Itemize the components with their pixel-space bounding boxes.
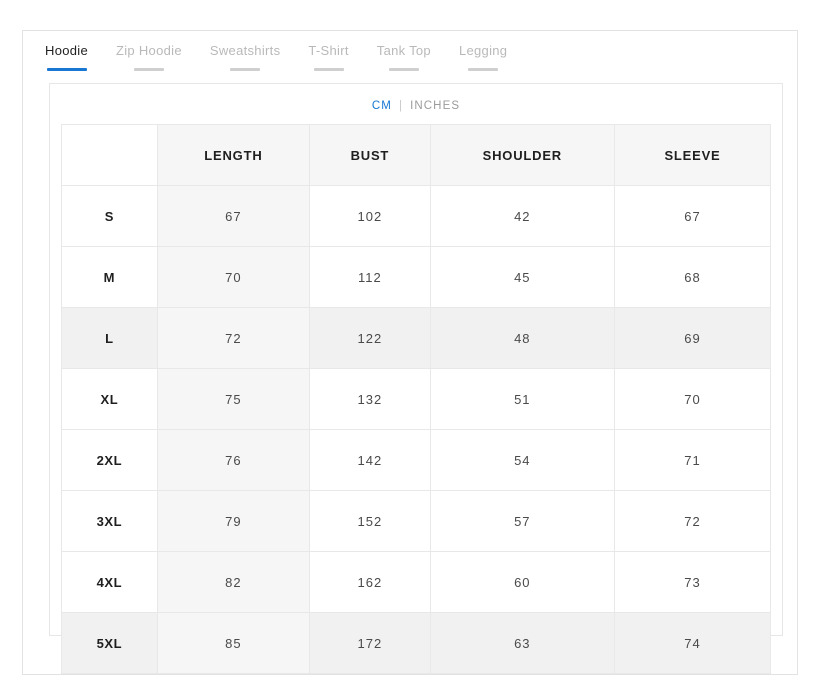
size-table bbox=[61, 124, 771, 674]
size-table-wrapper bbox=[50, 124, 782, 674]
table-row bbox=[62, 491, 771, 552]
table-header-row bbox=[62, 125, 771, 186]
row-size-label: 5XL bbox=[62, 613, 158, 674]
column-header-bust: BUST bbox=[310, 125, 431, 186]
cell-shoulder: 54 bbox=[430, 430, 614, 491]
table-row bbox=[62, 308, 771, 369]
unit-separator: | bbox=[398, 100, 404, 112]
cell-sleeve: 73 bbox=[614, 552, 770, 613]
tab-label: Sweatshirts bbox=[209, 43, 281, 58]
cell-length: 67 bbox=[157, 186, 309, 247]
tab-label: Legging bbox=[458, 43, 508, 58]
cell-shoulder: 45 bbox=[430, 247, 614, 308]
unit-cm-button[interactable]: CM bbox=[371, 100, 392, 112]
cell-sleeve: 74 bbox=[614, 613, 770, 674]
tab-zip-hoodie[interactable] bbox=[102, 31, 196, 71]
size-table-head bbox=[62, 125, 771, 186]
tab-label: T-Shirt bbox=[308, 43, 349, 58]
table-row bbox=[62, 247, 771, 308]
row-size-label: XL bbox=[62, 369, 158, 430]
cell-bust: 112 bbox=[310, 247, 431, 308]
tab-active-underline bbox=[47, 68, 87, 71]
cell-bust: 162 bbox=[310, 552, 431, 613]
size-chart-panel bbox=[22, 30, 798, 675]
row-size-label: M bbox=[62, 247, 158, 308]
cell-length: 75 bbox=[157, 369, 309, 430]
tab-underline bbox=[468, 68, 498, 71]
cell-sleeve: 67 bbox=[614, 186, 770, 247]
size-chart-card bbox=[49, 83, 783, 651]
tab-underline bbox=[134, 68, 164, 71]
table-corner-cell bbox=[62, 125, 158, 186]
row-size-label: 2XL bbox=[62, 430, 158, 491]
cell-shoulder: 48 bbox=[430, 308, 614, 369]
cell-length: 72 bbox=[157, 308, 309, 369]
cell-shoulder: 57 bbox=[430, 491, 614, 552]
row-size-label: 4XL bbox=[62, 552, 158, 613]
cell-length: 85 bbox=[157, 613, 309, 674]
cell-shoulder: 63 bbox=[430, 613, 614, 674]
cell-length: 82 bbox=[157, 552, 309, 613]
cell-bust: 122 bbox=[310, 308, 431, 369]
column-header-sleeve: SLEEVE bbox=[614, 125, 770, 186]
tab-tank-top[interactable] bbox=[363, 31, 445, 71]
column-header-length: LENGTH bbox=[157, 125, 309, 186]
tab-label: Hoodie bbox=[45, 43, 88, 58]
tab-legging[interactable] bbox=[445, 31, 521, 71]
cell-bust: 132 bbox=[310, 369, 431, 430]
tab-label: Zip Hoodie bbox=[116, 43, 182, 58]
cell-sleeve: 72 bbox=[614, 491, 770, 552]
cell-shoulder: 60 bbox=[430, 552, 614, 613]
cell-bust: 172 bbox=[310, 613, 431, 674]
cell-sleeve: 69 bbox=[614, 308, 770, 369]
tab-underline bbox=[314, 68, 344, 71]
row-size-label: L bbox=[62, 308, 158, 369]
cell-bust: 152 bbox=[310, 491, 431, 552]
table-row bbox=[62, 613, 771, 674]
cell-length: 76 bbox=[157, 430, 309, 491]
table-row bbox=[62, 430, 771, 491]
cell-shoulder: 51 bbox=[430, 369, 614, 430]
cell-shoulder: 42 bbox=[430, 186, 614, 247]
tab-underline bbox=[230, 68, 260, 71]
unit-toggle bbox=[50, 84, 782, 124]
tab-hoodie[interactable] bbox=[31, 31, 102, 71]
tab-sweatshirts[interactable] bbox=[196, 31, 295, 71]
cell-bust: 142 bbox=[310, 430, 431, 491]
size-table-body bbox=[62, 186, 771, 674]
column-header-shoulder: SHOULDER bbox=[430, 125, 614, 186]
cell-sleeve: 68 bbox=[614, 247, 770, 308]
row-size-label: 3XL bbox=[62, 491, 158, 552]
cell-sleeve: 71 bbox=[614, 430, 770, 491]
table-row bbox=[62, 186, 771, 247]
table-row bbox=[62, 552, 771, 613]
tab-label: Tank Top bbox=[376, 43, 431, 58]
garment-type-tabs bbox=[23, 31, 797, 83]
unit-inches-button[interactable]: INCHES bbox=[410, 100, 461, 112]
table-row bbox=[62, 369, 771, 430]
cell-length: 70 bbox=[157, 247, 309, 308]
cell-bust: 102 bbox=[310, 186, 431, 247]
row-size-label: S bbox=[62, 186, 158, 247]
tab-underline bbox=[389, 68, 419, 71]
tab-t-shirt[interactable] bbox=[294, 31, 362, 71]
cell-length: 79 bbox=[157, 491, 309, 552]
cell-sleeve: 70 bbox=[614, 369, 770, 430]
